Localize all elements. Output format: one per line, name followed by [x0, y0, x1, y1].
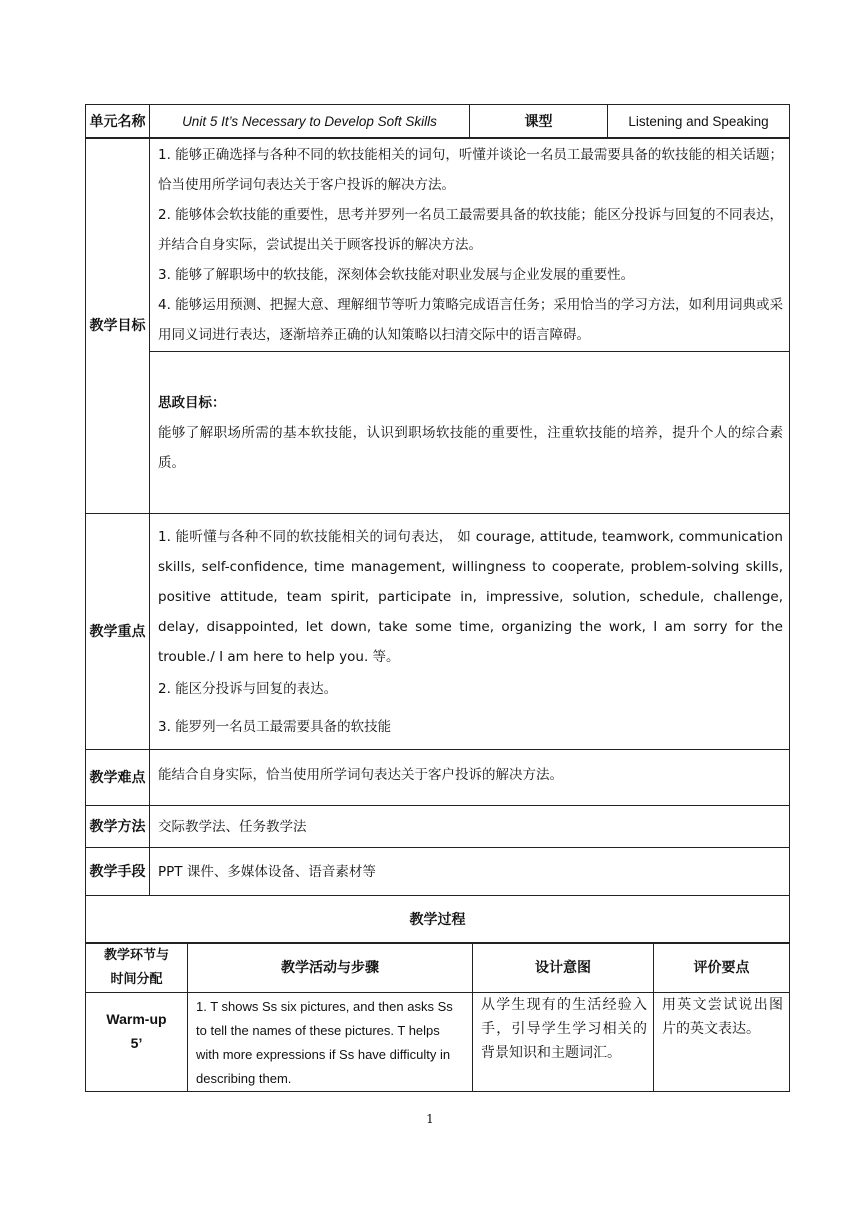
process-header-row: [86, 943, 790, 993]
objective-item: 1. 能够正确选择与各种不同的软技能相关的词句，听懂并谈论一名员工最需要具备的软技能的相关话题；恰当使用所学词句表达关于客户投诉的解决方法。: [158, 146, 783, 193]
ideology-title: 思政目标：: [158, 394, 226, 411]
key-point-item: 2. 能区分投诉与回复的表达。: [158, 680, 338, 697]
methods-text: [150, 806, 790, 848]
objectives-label: 教学目标: [86, 138, 150, 514]
ideology-cell: [150, 352, 790, 514]
process-table: [85, 942, 790, 1092]
process-col-activity: 教学活动与步骤: [188, 943, 473, 993]
key-points-cell: [150, 514, 790, 750]
table-row: [86, 993, 790, 1092]
key-point-item: 3. 能罗列一名员工最需要具备的软技能: [158, 718, 392, 735]
objectives-list: [150, 138, 790, 352]
activity-text: 1. T shows Ss six pictures, and then asks Ss to tell the names of these pictures. T helps with more expressions if Ss have difficulty in describing them.: [196, 999, 453, 1086]
activity-cell: [188, 993, 473, 1092]
methods-value: 交际教学法、任务教学法: [158, 818, 307, 835]
type-label: 课型: [470, 105, 608, 139]
process-col-intent: 设计意图: [473, 943, 654, 993]
means-value: PPT 课件、多媒体设备、语音素材等: [158, 863, 376, 880]
header-row: [86, 105, 790, 139]
evaluation-cell: [654, 993, 790, 1092]
key-points-label: 教学重点: [86, 514, 150, 750]
process-title: 教学过程: [86, 896, 790, 944]
unit-label: 单元名称: [86, 105, 150, 139]
process-col-evaluation: 评价要点: [654, 943, 790, 993]
intent-text: 从学生现有的生活经验入手，引导学生学习相关的背景知识和主题词汇。: [481, 997, 647, 1061]
intent-cell: [473, 993, 654, 1092]
lesson-plan-table: [85, 104, 790, 139]
objectives-table: [85, 137, 790, 944]
methods-label: 教学方法: [86, 806, 150, 848]
stage-name: Warm-up: [106, 1011, 167, 1027]
means-text: [150, 848, 790, 896]
stage-cell: [86, 993, 188, 1092]
objective-item: 3. 能够了解职场中的软技能，深刻体会软技能对职业发展与企业发展的重要性。: [158, 266, 635, 283]
means-label: 教学手段: [86, 848, 150, 896]
ideology-text: 能够了解职场所需的基本软技能，认识到职场软技能的重要性，注重软技能的培养，提升个人的综合素质。: [158, 424, 783, 471]
difficulties-label: 教学难点: [86, 750, 150, 806]
objective-item: 4. 能够运用预测、把握大意、理解细节等听力策略完成语言任务；采用恰当的学习方法，如利用词典或采用同义词进行表达，逐渐培养正确的认知策略以扫清交际中的语言障碍。: [158, 296, 783, 343]
key-point-item: 1. 能听懂与各种不同的软技能相关的词句表达， 如 courage, attitude, teamwork, communication skills, self-confidence, time management, willingness to cooperate, problem-solving skills, positive attitude, team spirit, participate in, impressive, solution, schedule, challenge, delay, disappointed, let down, take some time, organizing the work, I am sorry for the trouble./ I am here to help you. 等。: [158, 528, 783, 665]
difficulties-text: [150, 750, 790, 806]
stage-time: 5’: [130, 1035, 143, 1051]
process-col-stage: 教学环节与时间分配: [86, 943, 188, 993]
unit-value: Unit 5 It’s Necessary to Develop Soft Skills: [150, 105, 470, 139]
evaluation-text: 用英文尝试说出图片的英文表达。: [662, 997, 783, 1037]
objective-item: 2. 能够体会软技能的重要性，思考并罗列一名员工最需要具备的软技能；能区分投诉与回复的不同表达，并结合自身实际，尝试提出关于顾客投诉的解决方法。: [158, 206, 783, 253]
type-value: Listening and Speaking: [608, 105, 790, 139]
page-number: 1: [426, 1112, 434, 1126]
difficulties-value: 能结合自身实际，恰当使用所学词句表达关于客户投诉的解决方法。: [158, 767, 563, 783]
